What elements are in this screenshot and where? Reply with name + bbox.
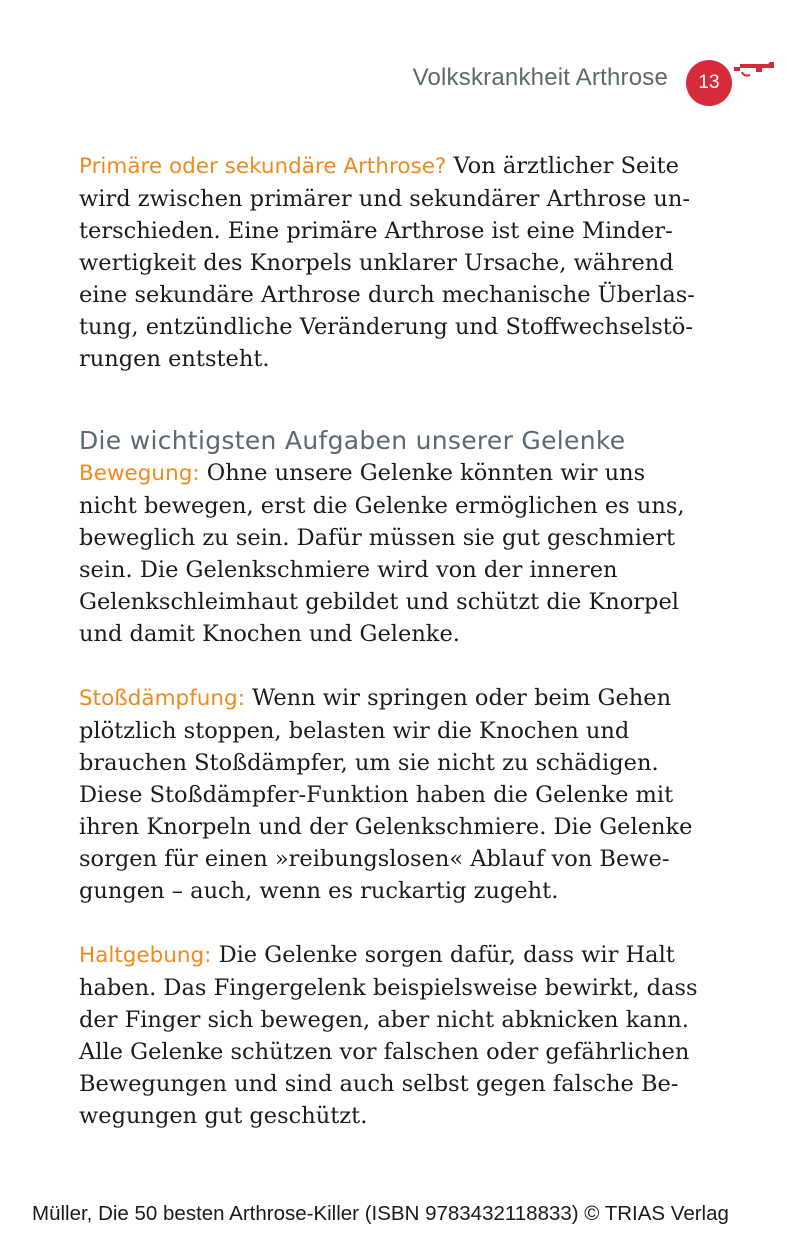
running-title: Volkskrankheit Arthrose — [412, 64, 668, 91]
page-number: 13 — [698, 72, 720, 93]
main-content — [79, 150, 698, 1132]
copyright-footer: Müller, Die 50 besten Arthrose-Killer (ISBN 9783432118833) © TRIAS Verlag — [32, 1202, 729, 1225]
paragraph-haltgebung: Haltgebung: Die Gelenke sorgen dafür, dass wir Halt haben. Das Fingergelenk beispielsweise bewirkt, dass der Finger sich bewegen, aber nicht abknicken kann. Alle Gelenke schützen vor falschen oder gefährlichen Bewegungen und sind auch selbst gegen falsche Be- wegungen gut geschützt. — [79, 942, 698, 1129]
intro-label: Primäre oder sekundäre Arthrose? — [79, 154, 447, 179]
section-heading: Die wichtigsten Aufgaben unserer Gelenke — [79, 426, 626, 455]
page-header — [0, 60, 788, 106]
page-number-badge — [686, 60, 732, 106]
label-haltgebung: Haltgebung: — [79, 943, 212, 968]
paragraph-bewegung: Bewegung: Ohne unsere Gelenke könnten wir uns nicht bewegen, erst die Gelenke ermöglichen es uns, beweglich zu sein. Dafür müssen sie gut geschmiert sein. Die Gelenkschmiere wird von der inneren Gelenkschleimhaut gebildet und schützt die Knorpel und damit Knochen und Gelenke. — [79, 460, 685, 647]
intro-paragraph: Primäre oder sekundäre Arthrose? Von ärztlicher Seite wird zwischen primärer und sekundärer Arthrose un- terschieden. Eine primäre Arthrose ist eine Minder- wertigkeit des Knorpels unklarer Ursache, während eine sekundäre Arthrose durch mechanische Überlas- tung, entzündliche Veränderung und Stoffwechselstö- rungen entsteht. — [79, 153, 695, 372]
label-stossdaempfung: Stoßdämpfung: — [79, 686, 245, 711]
pointing-arrow-icon — [732, 58, 776, 80]
label-bewegung: Bewegung: — [79, 461, 200, 486]
paragraph-stossdaempfung: Stoßdämpfung: Wenn wir springen oder beim Gehen plötzlich stoppen, belasten wir die Knochen und brauchen Stoßdämpfer, um sie nicht zu schädigen. Diese Stoßdämpfer-Funktion haben die Gelenke mit ihren Knorpeln und der Gelenkschmiere. Die Gelenke sorgen für einen »reibungslosen« Ablauf von Bewe- gungen – auch, wenn es ruckartig zugeht. — [79, 685, 693, 904]
